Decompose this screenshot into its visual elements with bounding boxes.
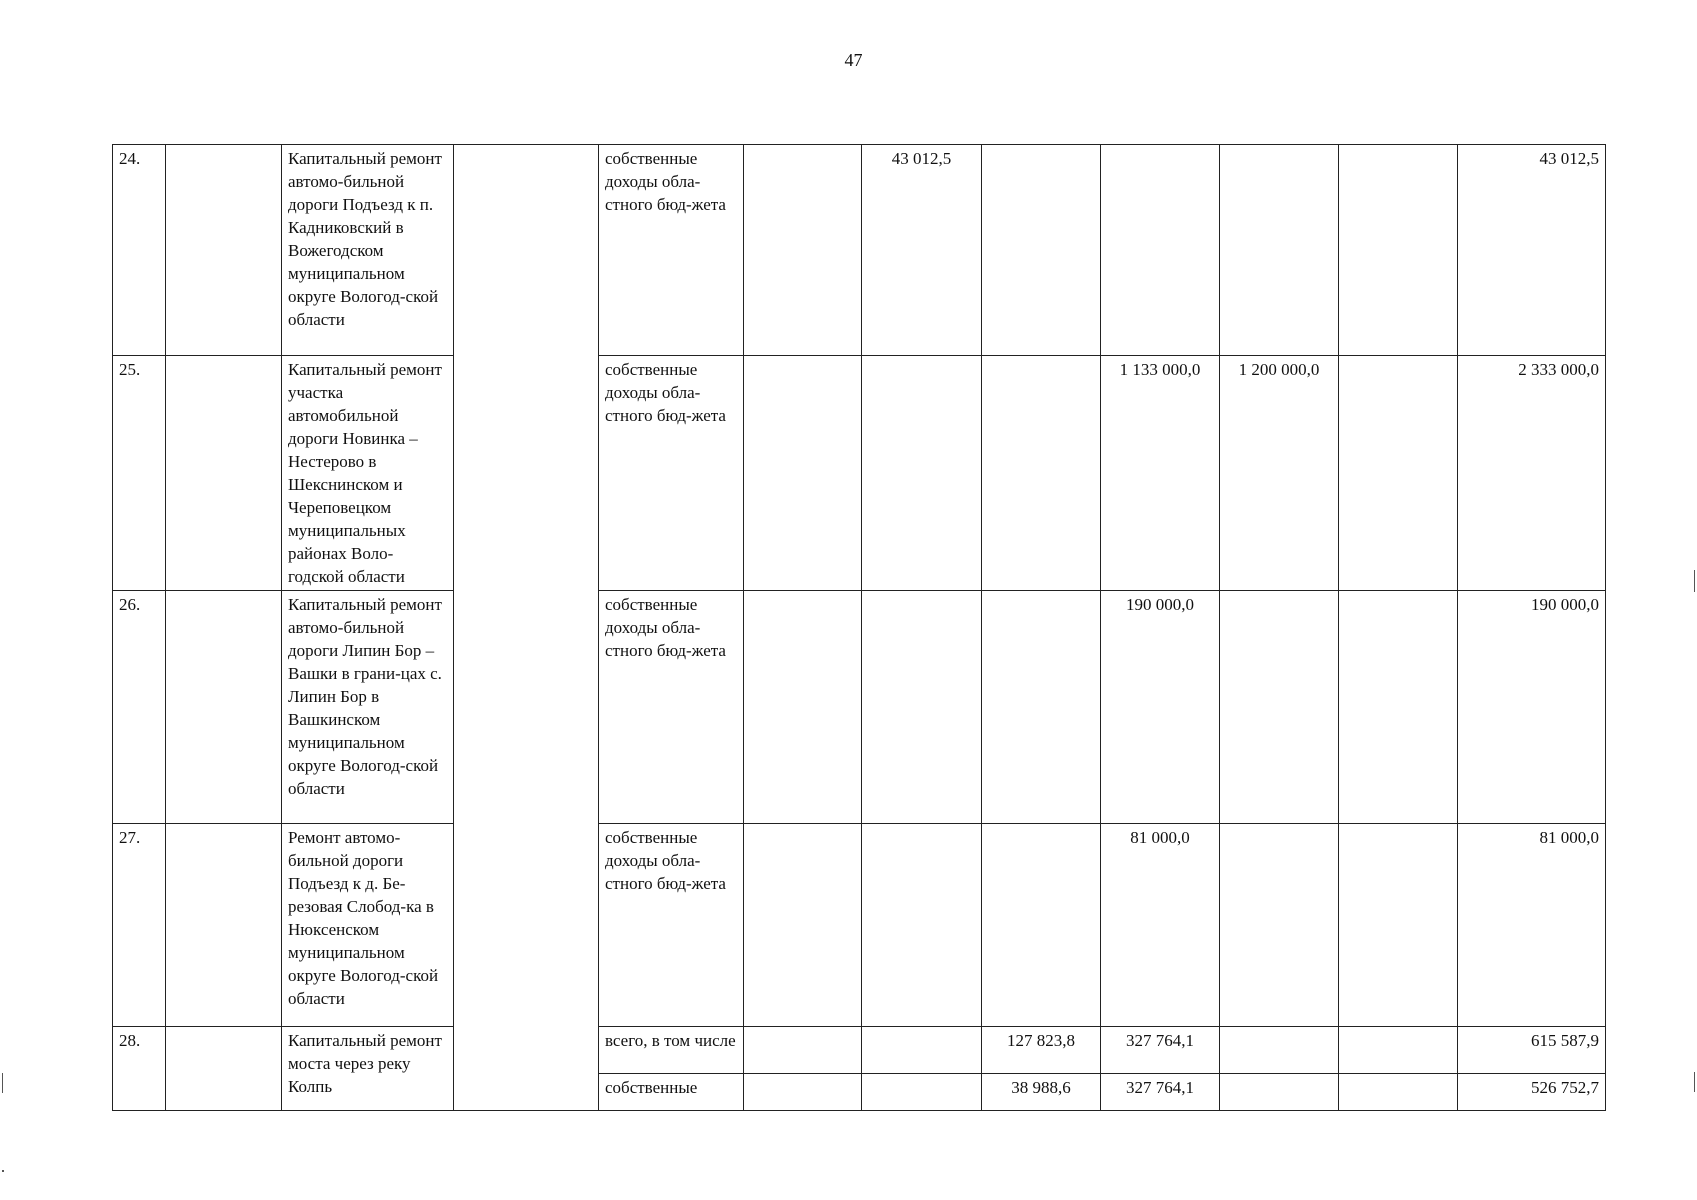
value-cell: 327 764,1	[1101, 1027, 1220, 1074]
funding-source: собственные доходы обла-стного бюд-жета	[599, 356, 744, 591]
value-cell	[1220, 1074, 1339, 1111]
object-name: Капитальный ремонт автомо-бильной дороги Подъезд к п. Кадниковский в Вожегодском муниципальном округе Вологод-ской области	[282, 145, 454, 356]
value-cell: 327 764,1	[1101, 1074, 1220, 1111]
table-row	[113, 145, 1606, 356]
value-cell	[862, 1074, 982, 1111]
value-cell	[1339, 591, 1458, 824]
value-cell	[744, 1027, 862, 1074]
value-cell	[1339, 1074, 1458, 1111]
funding-source: собственные доходы обла-стного бюд-жета	[599, 145, 744, 356]
total-cell: 526 752,7	[1458, 1074, 1606, 1111]
empty-cell	[166, 824, 282, 1027]
value-cell	[982, 824, 1101, 1027]
total-cell: 81 000,0	[1458, 824, 1606, 1027]
funding-source: собственные доходы обла-стного бюд-жета	[599, 591, 744, 824]
empty-cell	[166, 145, 282, 356]
value-cell	[1339, 356, 1458, 591]
value-cell: 1 200 000,0	[1220, 356, 1339, 591]
value-cell	[862, 824, 982, 1027]
total-cell: 615 587,9	[1458, 1027, 1606, 1074]
funding-source: собственные	[599, 1074, 744, 1111]
value-cell	[744, 145, 862, 356]
merged-empty-cell	[454, 1027, 599, 1111]
value-cell	[862, 356, 982, 591]
scan-mark	[2, 1073, 3, 1093]
value-cell	[744, 824, 862, 1027]
merged-empty-cell	[454, 824, 599, 1027]
object-name: Капитальный ремонт моста через реку Колпь	[282, 1027, 454, 1111]
row-number: 26.	[113, 591, 166, 824]
value-cell	[982, 145, 1101, 356]
scan-mark	[1694, 570, 1695, 592]
empty-cell	[166, 591, 282, 824]
object-name: Капитальный ремонт автомо-бильной дороги Липин Бор – Вашки в грани-цах с. Липин Бор в Вашкинском муниципальном округе Вологод-ской области	[282, 591, 454, 824]
value-cell	[862, 1027, 982, 1074]
object-name: Капитальный ремонт участка автомобильной дороги Новинка – Нестерово в Шекснинском и Череповецком муниципальных районах Воло-годской области	[282, 356, 454, 591]
value-cell	[1101, 145, 1220, 356]
empty-cell	[166, 356, 282, 591]
value-cell: 190 000,0	[1101, 591, 1220, 824]
value-cell	[744, 1074, 862, 1111]
value-cell	[1220, 1027, 1339, 1074]
value-cell	[1339, 1027, 1458, 1074]
total-cell: 2 333 000,0	[1458, 356, 1606, 591]
value-cell	[1220, 824, 1339, 1027]
table-row	[113, 591, 1606, 824]
merged-empty-cell	[454, 591, 599, 824]
value-cell	[1339, 824, 1458, 1027]
row-number: 28.	[113, 1027, 166, 1111]
object-name: Ремонт автомо-бильной дороги Подъезд к д. Бе-резовая Слобод-ка в Нюксенском муниципальном округе Вологод-ской области	[282, 824, 454, 1027]
table-row	[113, 1027, 1606, 1074]
scan-mark	[1694, 1072, 1695, 1092]
value-cell: 1 133 000,0	[1101, 356, 1220, 591]
page-number: 47	[844, 50, 863, 70]
merged-empty-cell	[454, 145, 599, 356]
value-cell	[1220, 145, 1339, 356]
merged-empty-cell	[454, 356, 599, 591]
row-number: 27.	[113, 824, 166, 1027]
empty-cell	[166, 1027, 282, 1111]
value-cell	[1339, 145, 1458, 356]
table-row	[113, 356, 1606, 591]
scan-mark	[2, 1170, 4, 1172]
row-number: 25.	[113, 356, 166, 591]
funding-source: собственные доходы обла-стного бюд-жета	[599, 824, 744, 1027]
value-cell	[744, 356, 862, 591]
table-row	[113, 824, 1606, 1027]
total-cell: 190 000,0	[1458, 591, 1606, 824]
value-cell: 38 988,6	[982, 1074, 1101, 1111]
value-cell	[982, 356, 1101, 591]
value-cell: 127 823,8	[982, 1027, 1101, 1074]
row-number: 24.	[113, 145, 166, 356]
total-cell: 43 012,5	[1458, 145, 1606, 356]
value-cell	[862, 591, 982, 824]
value-cell	[1220, 591, 1339, 824]
value-cell	[744, 591, 862, 824]
value-cell: 43 012,5	[862, 145, 982, 356]
value-cell	[982, 591, 1101, 824]
funding-source: всего, в том числе	[599, 1027, 744, 1074]
budget-table	[112, 144, 1606, 1111]
value-cell: 81 000,0	[1101, 824, 1220, 1027]
